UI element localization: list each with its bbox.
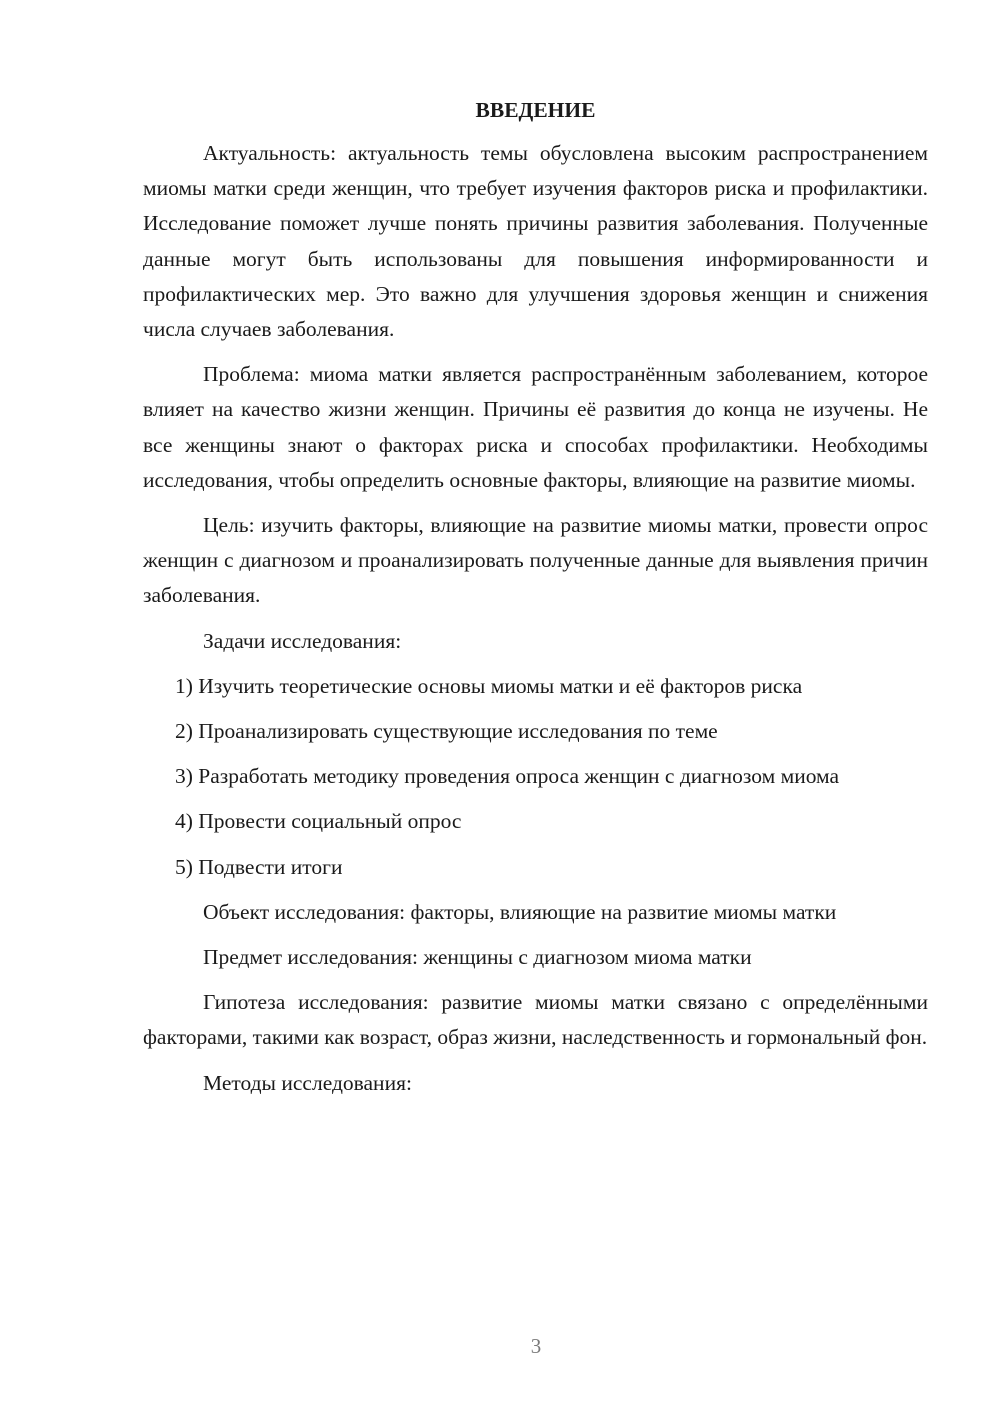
page-content: [143, 94, 928, 1111]
methods-heading: Методы исследования:: [203, 1070, 412, 1095]
object-paragraph: Объект исследования: факторы, влияющие на развитие миомы матки: [203, 899, 837, 924]
relevance-paragraph: Актуальность: актуальность темы обусловлена высоким распространением миомы матки среди женщин, что требует изучения факторов риска и профилактики. Исследование поможет лучше понять причины развития заболевания. Полученные данные могут быть использованы для повышения информированности и профилактических мер. Это важно для улучшения здоровья женщин и снижения числа случаев заболевания.: [143, 141, 928, 342]
task-item-2: 2) Проанализировать существующие исследования по теме: [175, 719, 718, 744]
task-item-3: 3) Разработать методику проведения опроса женщин с диагнозом миома: [175, 764, 840, 789]
task-item-1: 1) Изучить теоретические основы миомы матки и её факторов риска: [175, 673, 803, 698]
tasks-heading: Задачи исследования:: [203, 628, 402, 653]
problem-paragraph: Проблема: миома матки является распространённым заболеванием, которое влияет на качество жизни женщин. Причины её развития до конца не изучены. Не все женщины знают о факторах риска и способах профилактики. Необходимы исследования, чтобы определить основные факторы, влияющие на развитие миомы.: [143, 362, 928, 492]
section-title: ВВЕДЕНИЕ: [475, 98, 596, 122]
hypothesis-paragraph: Гипотеза исследования: развитие миомы матки связано с определёнными факторами, такими как возраст, образ жизни, наследственность и гормональный фон.: [143, 990, 928, 1050]
subject-paragraph: Предмет исследования: женщины с диагнозом миома матки: [203, 945, 752, 970]
task-item-4: 4) Провести социальный опрос: [175, 809, 462, 834]
goal-paragraph: Цель: изучить факторы, влияющие на развитие миомы матки, провести опрос женщин с диагнозом и проанализировать полученные данные для выявления причин заболевания.: [143, 513, 928, 608]
task-item-5: 5) Подвести итоги: [175, 854, 343, 879]
page-number: 3: [530, 1334, 542, 1358]
